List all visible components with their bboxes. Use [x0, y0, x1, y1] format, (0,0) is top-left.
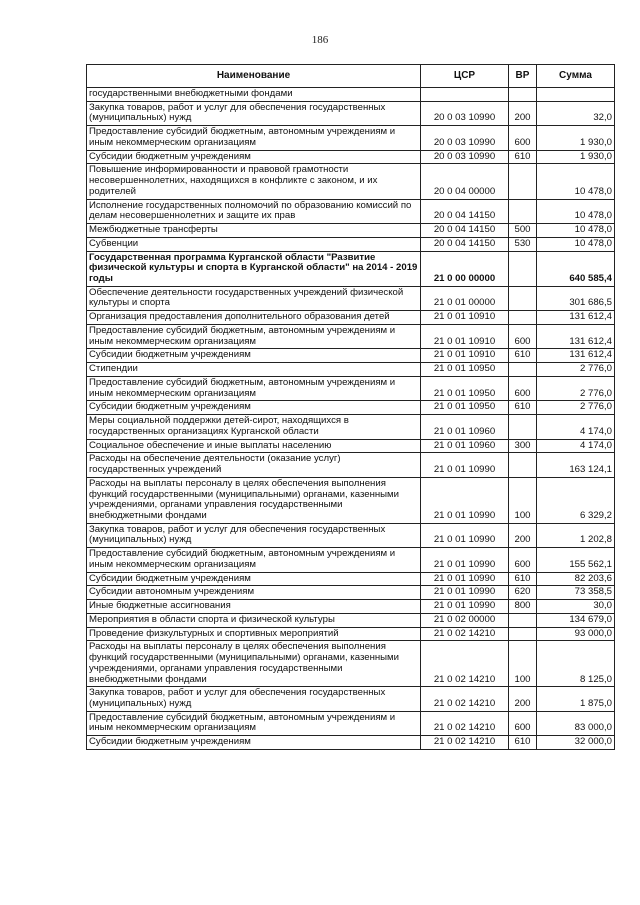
table-row — [87, 150, 615, 164]
cell-name: Государственная программа Курганской области "Развитие физической культуры и спорта в Курганской области" на 2014 - 2019 годы — [87, 251, 421, 286]
cell-sum: 93 000,0 — [537, 627, 615, 641]
cell-name: Субсидии бюджетным учреждениям — [87, 572, 421, 586]
table-row — [87, 164, 615, 199]
table-row — [87, 286, 615, 310]
table-row — [87, 311, 615, 325]
cell-name: Субсидии автономным учреждениям — [87, 586, 421, 600]
cell-sum: 10 478,0 — [537, 224, 615, 238]
cell-name: Закупка товаров, работ и услуг для обеспечения государственных (муниципальных) нужд — [87, 687, 421, 711]
cell-csr: 21 0 01 10950 — [421, 401, 509, 415]
table-row — [87, 88, 615, 102]
page-number: 186 — [311, 34, 329, 46]
column-header-sum: Сумма — [537, 65, 615, 88]
table-row — [87, 439, 615, 453]
cell-name: Субвенции — [87, 237, 421, 251]
cell-csr: 21 0 01 10990 — [421, 523, 509, 547]
cell-name: Повышение информированности и правовой грамотности несовершеннолетних, находящихся в конфликте с законом, и их родителей — [87, 164, 421, 199]
table-row — [87, 736, 615, 750]
cell-csr: 21 0 01 10950 — [421, 376, 509, 400]
cell-csr: 20 0 03 10990 — [421, 150, 509, 164]
table-body — [87, 88, 615, 750]
table-row — [87, 687, 615, 711]
table-row — [87, 251, 615, 286]
cell-vr: 530 — [509, 237, 537, 251]
cell-sum: 2 776,0 — [537, 401, 615, 415]
cell-name: Закупка товаров, работ и услуг для обеспечения государственных (муниципальных) нужд — [87, 101, 421, 125]
cell-name: Социальное обеспечение и иные выплаты населению — [87, 439, 421, 453]
cell-sum: 301 686,5 — [537, 286, 615, 310]
table-header — [87, 65, 615, 88]
cell-vr — [509, 415, 537, 439]
column-header-vr: ВР — [509, 65, 537, 88]
cell-csr: 21 0 02 14210 — [421, 711, 509, 735]
cell-vr: 200 — [509, 687, 537, 711]
cell-csr: 21 0 01 10990 — [421, 453, 509, 477]
cell-sum: 8 125,0 — [537, 641, 615, 687]
cell-sum: 155 562,1 — [537, 548, 615, 572]
cell-name: Субсидии бюджетным учреждениям — [87, 401, 421, 415]
cell-csr: 21 0 01 10990 — [421, 600, 509, 614]
table-row — [87, 627, 615, 641]
cell-name: Предоставление субсидий бюджетным, автономным учреждениям и иным некоммерческим организациям — [87, 548, 421, 572]
cell-name: Предоставление субсидий бюджетным, автономным учреждениям и иным некоммерческим организациям — [87, 126, 421, 150]
cell-sum: 83 000,0 — [537, 711, 615, 735]
cell-vr — [509, 88, 537, 102]
cell-vr — [509, 363, 537, 377]
cell-csr: 20 0 03 10990 — [421, 101, 509, 125]
cell-sum: 32 000,0 — [537, 736, 615, 750]
cell-name: Обеспечение деятельности государственных учреждений физической культуры и спорта — [87, 286, 421, 310]
cell-name: Предоставление субсидий бюджетным, автономным учреждениям и иным некоммерческим организациям — [87, 376, 421, 400]
cell-csr: 21 0 01 10950 — [421, 363, 509, 377]
table-row — [87, 586, 615, 600]
table-row — [87, 600, 615, 614]
table-row — [87, 237, 615, 251]
cell-csr: 20 0 04 00000 — [421, 164, 509, 199]
cell-name: Субсидии бюджетным учреждениям — [87, 736, 421, 750]
table-row — [87, 415, 615, 439]
table-row — [87, 199, 615, 223]
cell-sum: 30,0 — [537, 600, 615, 614]
cell-vr — [509, 164, 537, 199]
cell-sum: 131 612,4 — [537, 324, 615, 348]
cell-vr: 610 — [509, 736, 537, 750]
cell-sum: 2 776,0 — [537, 376, 615, 400]
column-header-name: Наименование — [87, 65, 421, 88]
cell-sum: 6 329,2 — [537, 477, 615, 523]
table-row — [87, 572, 615, 586]
cell-vr — [509, 286, 537, 310]
cell-sum: 134 679,0 — [537, 613, 615, 627]
cell-csr: 21 0 01 10910 — [421, 349, 509, 363]
cell-csr: 21 0 01 00000 — [421, 286, 509, 310]
cell-vr: 610 — [509, 401, 537, 415]
cell-name: Предоставление субсидий бюджетным, автономным учреждениям и иным некоммерческим организациям — [87, 711, 421, 735]
cell-vr: 200 — [509, 523, 537, 547]
table-row — [87, 324, 615, 348]
table-row — [87, 523, 615, 547]
cell-vr: 800 — [509, 600, 537, 614]
cell-vr: 610 — [509, 572, 537, 586]
cell-name: Организация предоставления дополнительного образования детей — [87, 311, 421, 325]
cell-csr: 21 0 01 10960 — [421, 415, 509, 439]
cell-vr: 600 — [509, 324, 537, 348]
table-row — [87, 641, 615, 687]
cell-name: Иные бюджетные ассигнования — [87, 600, 421, 614]
cell-name: Расходы на выплаты персоналу в целях обеспечения выполнения функций государственными (муниципальными) органами, казенными учреждениями, органами управления государственными внебюджетными фондами — [87, 477, 421, 523]
table-row — [87, 613, 615, 627]
cell-sum: 163 124,1 — [537, 453, 615, 477]
cell-sum: 10 478,0 — [537, 237, 615, 251]
cell-vr — [509, 199, 537, 223]
cell-name: Закупка товаров, работ и услуг для обеспечения государственных (муниципальных) нужд — [87, 523, 421, 547]
cell-vr: 600 — [509, 376, 537, 400]
table-row — [87, 349, 615, 363]
cell-csr: 21 0 02 14210 — [421, 627, 509, 641]
cell-csr: 20 0 04 14150 — [421, 224, 509, 238]
cell-vr: 600 — [509, 126, 537, 150]
header-row — [87, 65, 615, 88]
table-row — [87, 453, 615, 477]
table-row — [87, 376, 615, 400]
cell-name: Проведение физкультурных и спортивных мероприятий — [87, 627, 421, 641]
cell-name: Субсидии бюджетным учреждениям — [87, 150, 421, 164]
cell-sum: 10 478,0 — [537, 199, 615, 223]
cell-name: Мероприятия в области спорта и физической культуры — [87, 613, 421, 627]
cell-vr — [509, 251, 537, 286]
cell-csr: 21 0 00 00000 — [421, 251, 509, 286]
cell-csr: 21 0 01 10990 — [421, 586, 509, 600]
cell-sum: 2 776,0 — [537, 363, 615, 377]
cell-sum: 4 174,0 — [537, 415, 615, 439]
cell-csr: 20 0 04 14150 — [421, 199, 509, 223]
cell-name: Расходы на выплаты персоналу в целях обеспечения выполнения функций государственными (муниципальными) органами, казенными учреждениями, органами управления государственными внебюджетными фондами — [87, 641, 421, 687]
cell-name: государственными внебюджетными фондами — [87, 88, 421, 102]
cell-vr: 600 — [509, 711, 537, 735]
cell-name: Субсидии бюджетным учреждениям — [87, 349, 421, 363]
column-header-csr: ЦСР — [421, 65, 509, 88]
cell-vr: 300 — [509, 439, 537, 453]
table-row — [87, 401, 615, 415]
cell-vr: 100 — [509, 641, 537, 687]
cell-csr — [421, 88, 509, 102]
cell-sum: 640 585,4 — [537, 251, 615, 286]
cell-vr — [509, 453, 537, 477]
budget-table — [86, 64, 615, 750]
cell-name: Межбюджетные трансферты — [87, 224, 421, 238]
cell-csr: 21 0 02 14210 — [421, 736, 509, 750]
cell-sum: 131 612,4 — [537, 349, 615, 363]
cell-csr: 21 0 01 10990 — [421, 572, 509, 586]
cell-sum: 4 174,0 — [537, 439, 615, 453]
cell-csr: 21 0 02 14210 — [421, 641, 509, 687]
table-row — [87, 126, 615, 150]
cell-csr: 21 0 01 10990 — [421, 477, 509, 523]
table-row — [87, 477, 615, 523]
cell-name: Стипендии — [87, 363, 421, 377]
cell-name: Предоставление субсидий бюджетным, автономным учреждениям и иным некоммерческим организациям — [87, 324, 421, 348]
table-row — [87, 711, 615, 735]
cell-csr: 21 0 02 00000 — [421, 613, 509, 627]
cell-sum: 73 358,5 — [537, 586, 615, 600]
cell-sum: 82 203,6 — [537, 572, 615, 586]
cell-csr: 20 0 04 14150 — [421, 237, 509, 251]
table-row — [87, 224, 615, 238]
cell-sum: 1 930,0 — [537, 126, 615, 150]
cell-vr — [509, 311, 537, 325]
cell-sum: 1 875,0 — [537, 687, 615, 711]
cell-csr: 21 0 01 10960 — [421, 439, 509, 453]
cell-csr: 21 0 01 10990 — [421, 548, 509, 572]
cell-sum — [537, 88, 615, 102]
cell-csr: 21 0 01 10910 — [421, 311, 509, 325]
cell-sum: 10 478,0 — [537, 164, 615, 199]
cell-name: Меры социальной поддержки детей-сирот, находящихся в государственных организациях Курганской области — [87, 415, 421, 439]
cell-sum: 1 202,8 — [537, 523, 615, 547]
cell-name: Расходы на обеспечение деятельности (оказание услуг) государственных учреждений — [87, 453, 421, 477]
cell-csr: 21 0 02 14210 — [421, 687, 509, 711]
cell-vr: 200 — [509, 101, 537, 125]
cell-vr — [509, 613, 537, 627]
cell-csr: 21 0 01 10910 — [421, 324, 509, 348]
cell-vr: 610 — [509, 150, 537, 164]
cell-vr: 500 — [509, 224, 537, 238]
cell-vr — [509, 627, 537, 641]
cell-vr: 620 — [509, 586, 537, 600]
table-row — [87, 363, 615, 377]
cell-vr: 610 — [509, 349, 537, 363]
table-row — [87, 548, 615, 572]
cell-vr: 100 — [509, 477, 537, 523]
cell-sum: 131 612,4 — [537, 311, 615, 325]
cell-vr: 600 — [509, 548, 537, 572]
cell-name: Исполнение государственных полномочий по образованию комиссий по делам несовершеннолетних и защите их прав — [87, 199, 421, 223]
table-row — [87, 101, 615, 125]
cell-sum: 1 930,0 — [537, 150, 615, 164]
cell-csr: 20 0 03 10990 — [421, 126, 509, 150]
cell-sum: 32,0 — [537, 101, 615, 125]
